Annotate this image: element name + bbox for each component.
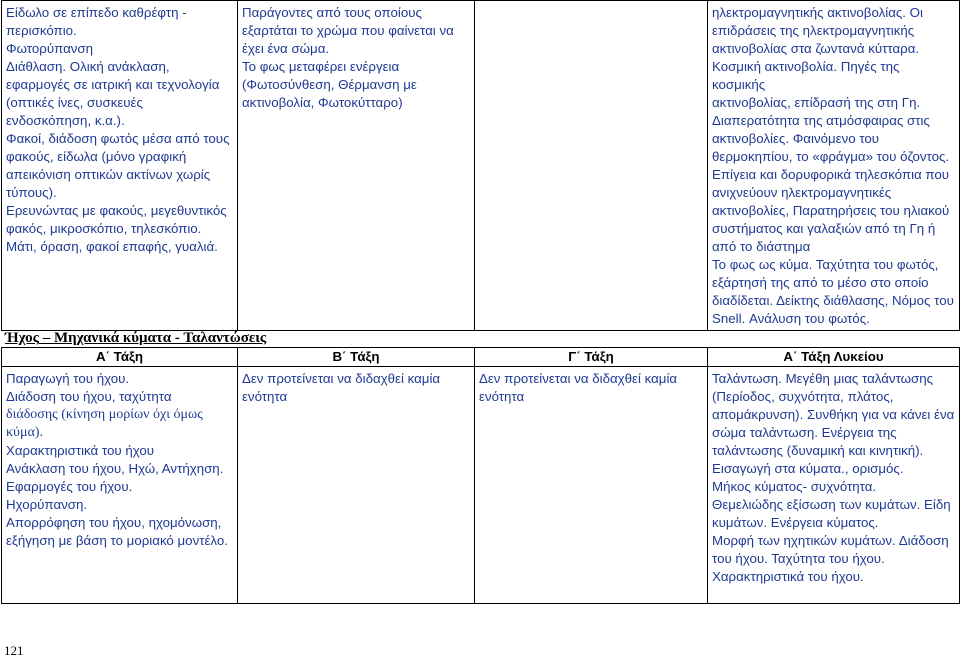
text-line: Χαρακτηριστικά του ήχου. [712, 569, 864, 584]
top-cell-col4 [708, 1, 960, 331]
text-line: διαδίδεται. Δείκτης διάθλασης, Νόμος του [712, 293, 954, 308]
text-line: (Περίοδος, συχνότητα, πλάτος, [712, 389, 894, 404]
text-line: φακούς, είδωλα (μόνο γραφική [6, 149, 187, 164]
text-line: Το φως μεταφέρει ενέργεια [242, 59, 400, 74]
text-line: Ταλάντωση. Μεγέθη μιας ταλάντωσης [712, 371, 934, 386]
text-line: ακτινοβολίες. Φαινόμενο του [712, 131, 880, 146]
text-line: Ηχορύπανση. [6, 497, 88, 512]
text-line: Εφαρμογές του ήχου. [6, 479, 133, 494]
text-line: φακός, μικροσκόπιο, τηλεσκόπιο. [6, 221, 202, 236]
table-row [2, 367, 960, 604]
column-header: Β΄ Τάξη [238, 348, 475, 367]
column-header: Α΄ Τάξη Λυκείου [708, 348, 960, 367]
text-line: Μορφή των ηχητικών κυμάτων. Διάδοση [712, 533, 949, 548]
text-line: εφαρμογές σε ιατρική και τεχνολογία [6, 77, 220, 92]
text-line: Ανάκλαση του ήχου, Ηχώ, Αντήχηση. [6, 461, 224, 476]
text-line: Το φως ως κύμα. Ταχύτητα του φωτός, [712, 257, 939, 272]
text-line: Παραγωγή του ήχου. [6, 371, 130, 386]
text-line: ακτινοβολίας στα ζωντανά κύτταρα. [712, 41, 920, 56]
text-line: εξαρτάται το χρώμα που φαίνεται να [242, 23, 454, 38]
text-line: Χαρακτηριστικά του ήχου [6, 443, 155, 458]
top-cell-col3 [475, 1, 708, 331]
text-line: Διάδοση του ήχου, ταχύτητα [6, 389, 172, 404]
text-line: Μήκος κύματος- συχνότητα. [712, 479, 877, 494]
page-number: 121 [4, 643, 24, 658]
text-line: του ήχου. Ταχύτητα του ήχου. [712, 551, 885, 566]
text-line: απομάκρυνση). Συνθήκη για να κάνει ένα [712, 407, 955, 422]
text-line: Απορρόφηση του ήχου, ηχομόνωση, [6, 515, 222, 530]
table-row [2, 1, 960, 331]
text-line: ενδοσκόπηση, κ.α.). [6, 113, 125, 128]
bottom-cell-col4 [708, 367, 960, 604]
text-line: Εισαγωγή στα κύματα., ορισμός. [712, 461, 904, 476]
text-line: Παράγοντες από τους οποίους [242, 5, 422, 20]
text-line: ανιχνεύουν ηλεκτρομαγνητικές [712, 185, 892, 200]
column-header: Α΄ Τάξη [2, 348, 238, 367]
text-line: Φακοί, διάδοση φωτός μέσα από τους [6, 131, 230, 146]
text-line: κύμα). [6, 425, 43, 440]
table-header-row [2, 348, 960, 367]
text-line: Επίγεια και δορυφορικά τηλεσκόπια που [712, 167, 950, 182]
text-line: απεικόνιση οπτικών ακτίνων χωρίς [6, 167, 211, 182]
text-line: Διαπερατότητα της ατμόσφαιρας στις [712, 113, 930, 128]
text-line: ταλάντωσης (δυναμική και κινητική). [712, 443, 924, 458]
text-line: ενότητα [479, 389, 525, 404]
text-line: εξάρτησή της από το μέσο στο οποίο [712, 275, 929, 290]
text-line: ακτινοβολίες, Παρατηρήσεις του ηλιακού [712, 203, 950, 218]
section-heading-part: – [38, 330, 54, 346]
text-line: (Φωτοσύνθεση, Θέρμανση με [242, 77, 417, 92]
section-heading-part: Ήχος [5, 330, 39, 346]
text-line: Φωτορύπανση [6, 41, 94, 56]
text-line: Snell. Ανάλυση του φωτός. [712, 311, 870, 326]
text-line: διάδοσης (κίνηση μορίων όχι όμως [6, 407, 203, 422]
text-line: ακτινοβολία, Φωτοκύτταρο) [242, 95, 403, 110]
text-line: Θεμελιώδης εξίσωση των κυμάτων. Είδη [712, 497, 951, 512]
text-line: Δεν προτείνεται να διδαχθεί καμία [242, 371, 441, 386]
text-line: επιδράσεις της ηλεκτρομαγνητικής [712, 23, 915, 38]
text-line: συστήματος και γαλαξιών από τη Γη ή [712, 221, 936, 236]
text-line: σώμα ταλάντωση. Ενέργεια της [712, 425, 897, 440]
text-line: Ερευνώντας με φακούς, μεγεθυντικός [6, 203, 227, 218]
top-curriculum-table [1, 0, 960, 331]
text-line: θερμοκηπίου, το «φράγμα» του όζοντος. [712, 149, 950, 164]
top-cell-col2 [238, 1, 475, 331]
column-header: Γ΄ Τάξη [475, 348, 708, 367]
section-heading-part: Μηχανικά κύματα - Ταλαντώσεις [53, 330, 267, 346]
text-line: ηλεκτρομαγνητικής ακτινοβολίας. Οι [712, 5, 923, 20]
text-line: ενότητα [242, 389, 288, 404]
text-line: κυμάτων. Ενέργεια κύματος. [712, 515, 879, 530]
text-line: έχει ένα σώμα. [242, 41, 330, 56]
text-line: περισκόπιο. [6, 23, 77, 38]
text-line: Μάτι, όραση, φακοί επαφής, γυαλιά. [6, 239, 218, 254]
section-heading [5, 329, 266, 347]
text-line: Είδωλο σε επίπεδο καθρέφτη - [6, 5, 187, 20]
text-line: Δεν προτείνεται να διδαχθεί καμία [479, 371, 678, 386]
text-line: (οπτικές ίνες, συσκευές [6, 95, 143, 110]
text-line: εξήγηση με βάση το μοριακό μοντέλο. [6, 533, 228, 548]
text-line: ακτινοβολίας, επίδρασή της στη Γη. [712, 95, 921, 110]
text-line: Διάθλαση. Ολική ανάκλαση, [6, 59, 170, 74]
text-line: Κοσμική ακτινοβολία. Πηγές της κοσμικής [712, 59, 900, 92]
bottom-cell-col2 [238, 367, 475, 604]
top-cell-col1 [2, 1, 238, 331]
text-line: τύπους). [6, 185, 57, 200]
bottom-cell-col3 [475, 367, 708, 604]
text-line: από το διάστημα [712, 239, 811, 254]
bottom-cell-col1 [2, 367, 238, 604]
sound-curriculum-table [1, 347, 960, 604]
